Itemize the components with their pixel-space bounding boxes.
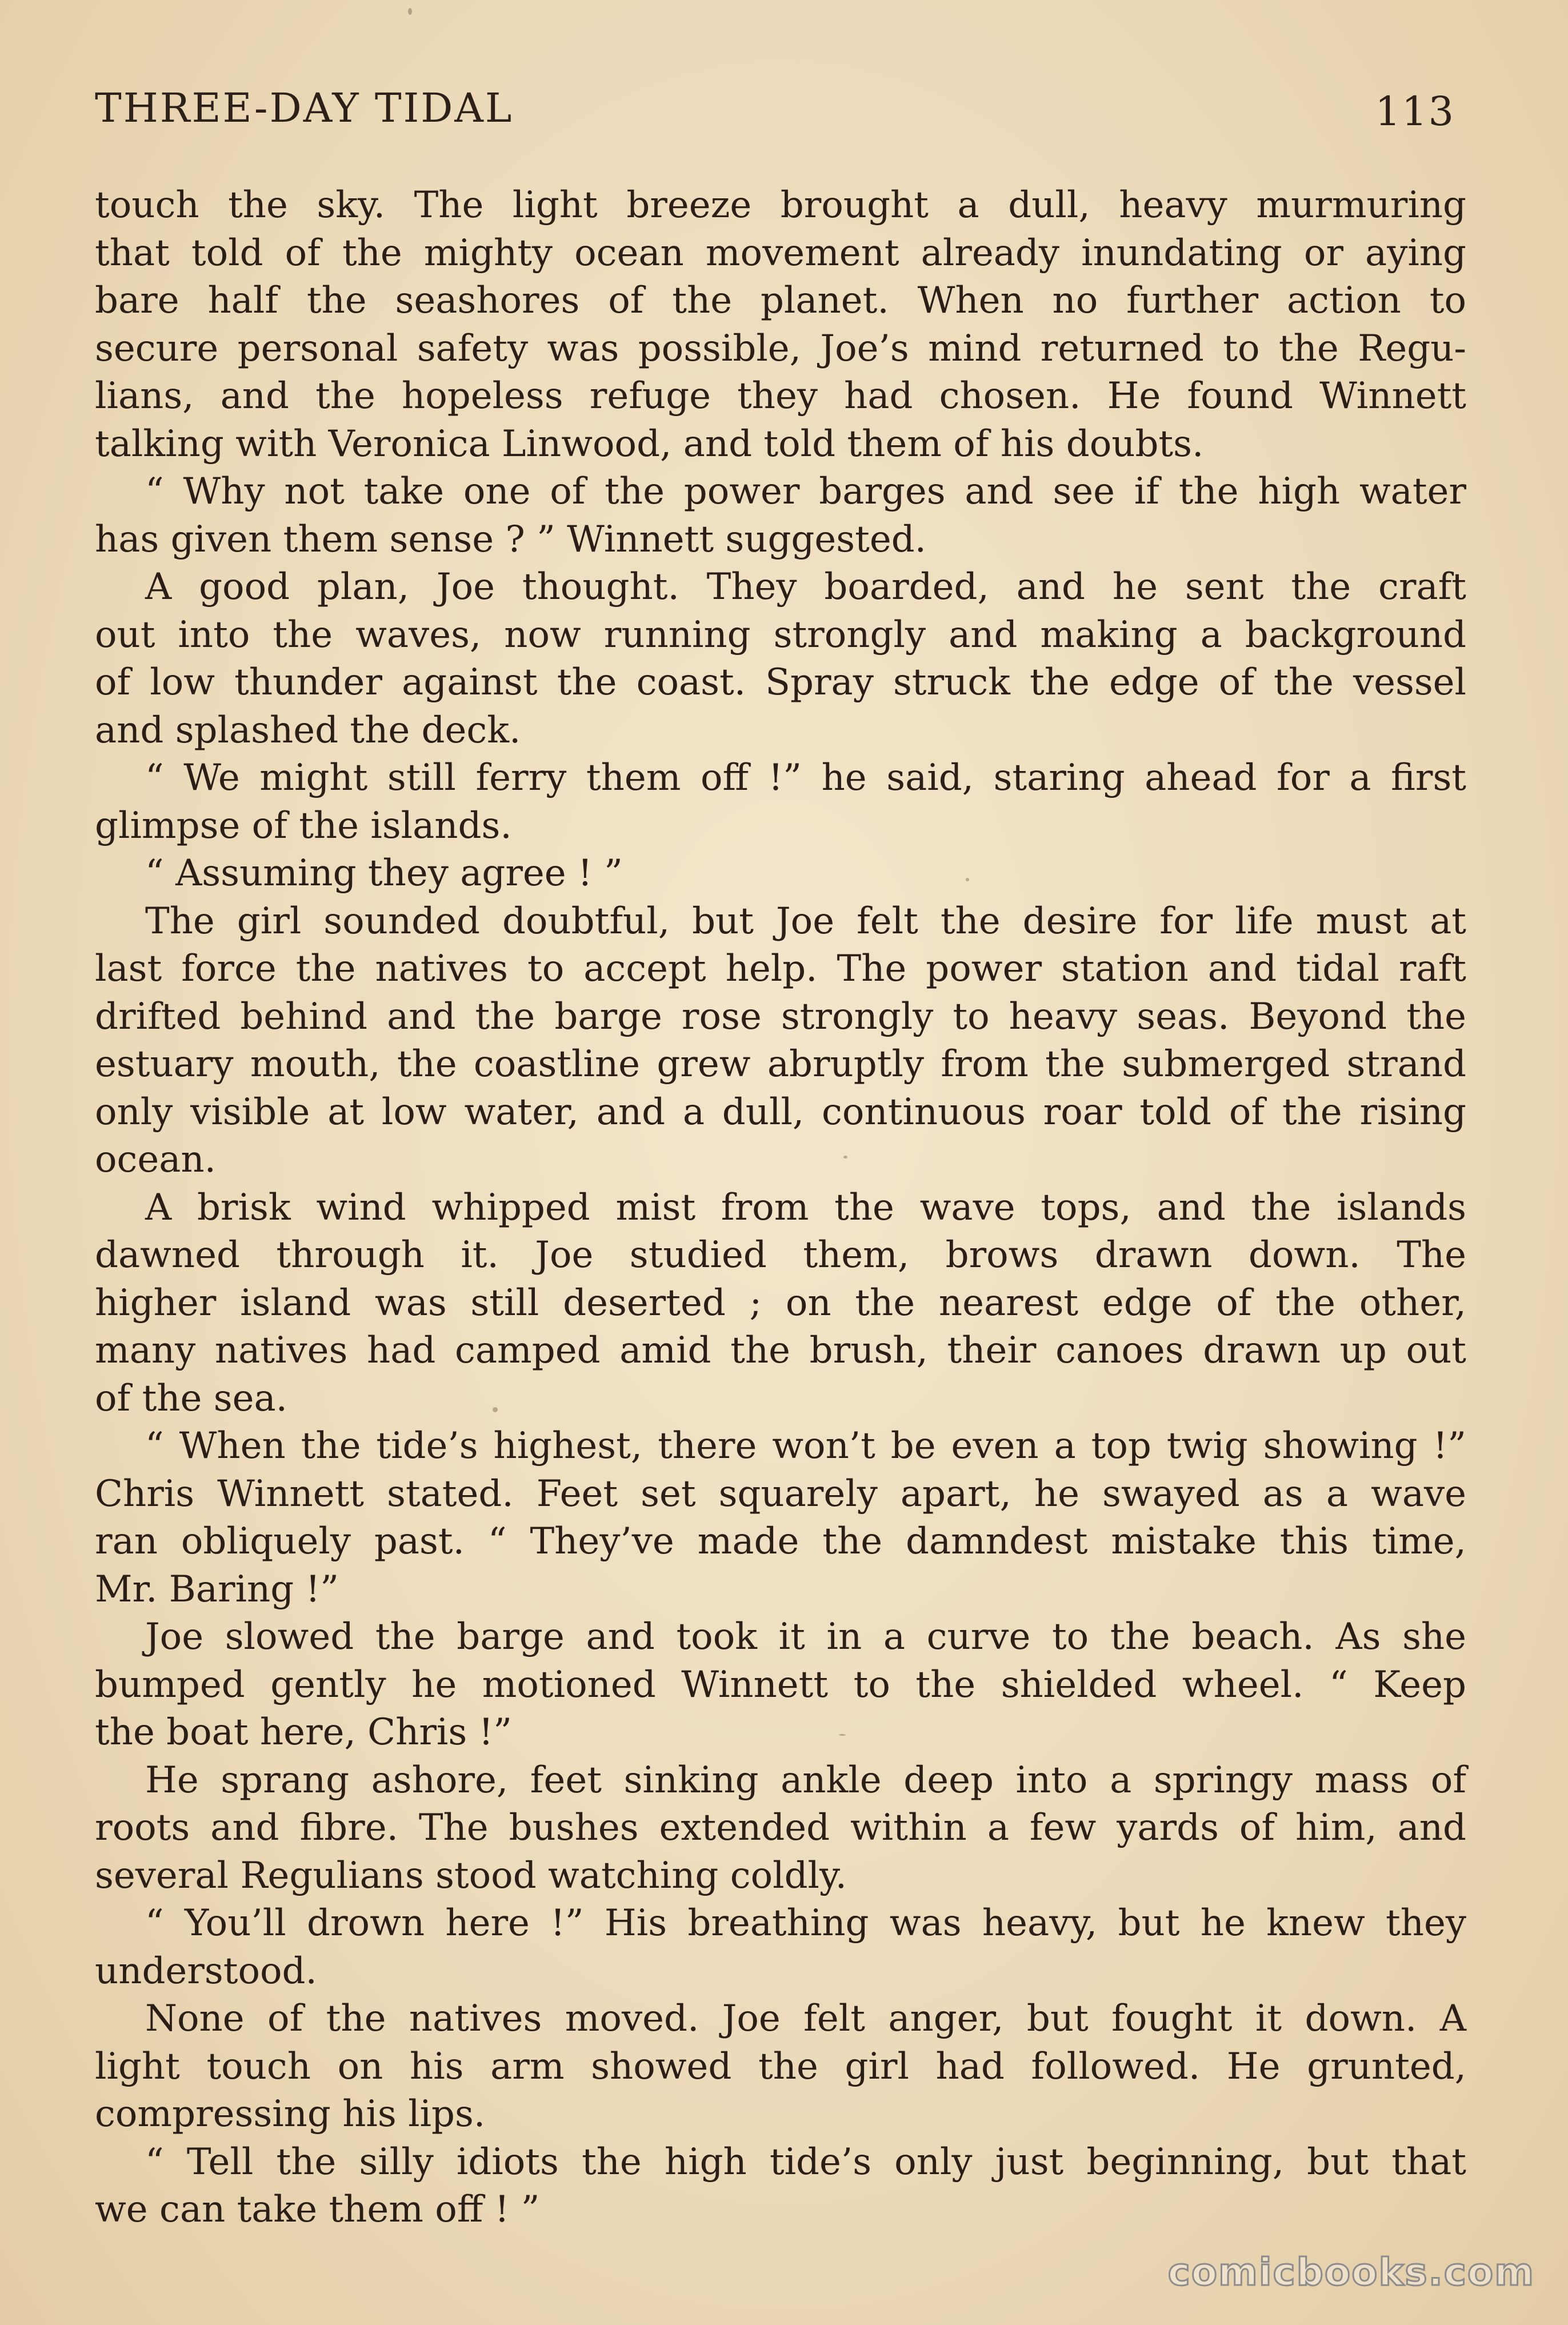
- text-line: has given them sense ? ” Winnett suggested.: [95, 518, 926, 561]
- text-line: drifted behind and the barge rose strongly to heavy seas. Beyond the: [95, 995, 1466, 1038]
- text-line: A brisk wind whipped mist from the wave tops, and the islands: [145, 1186, 1466, 1229]
- paper-speck: [839, 1734, 846, 1736]
- text-line: we can take them off ! ”: [95, 2188, 540, 2231]
- text-line: “ Tell the silly idiots the high tide’s only just beginning, but that: [145, 2140, 1466, 2183]
- text-line: The girl sounded doubtful, but Joe felt the desire for life must at: [145, 900, 1466, 942]
- text-line: compressing his lips.: [95, 2093, 486, 2135]
- text-line: “ Assuming they agree ! ”: [145, 852, 623, 894]
- text-line: only visible at low water, and a dull, continuous roar told of the rising: [95, 1090, 1466, 1133]
- text-line: and splashed the deck.: [95, 709, 521, 752]
- text-line: light touch on his arm showed the girl had followed. He grunted,: [95, 2045, 1466, 2088]
- page-number: 113: [1375, 88, 1455, 135]
- paper-speck: [408, 8, 412, 15]
- watermark-logo: comicbooks.com: [1167, 2250, 1535, 2294]
- text-line: lians, and the hopeless refuge they had chosen. He found Winnett: [95, 375, 1466, 417]
- text-line: “ You’ll drown here !” His breathing was heavy, but he knew they: [145, 1902, 1466, 1944]
- text-line: of low thunder against the coast. Spray struck the edge of the vessel: [95, 661, 1466, 704]
- running-head: [95, 85, 1455, 147]
- text-line: several Regulians stood watching coldly.: [95, 1854, 847, 1897]
- text-line: A good plan, Joe thought. They boarded, and he sent the craft: [145, 566, 1466, 608]
- paper-speck: [843, 1156, 847, 1158]
- paper-speck: [493, 1407, 498, 1412]
- text-line: out into the waves, now running strongly and making a background: [95, 613, 1466, 656]
- text-line: “ When the tide’s highest, there won’t be even a top twig showing !”: [145, 1425, 1466, 1467]
- text-line: bare half the seashores of the planet. When no further action to: [95, 279, 1466, 322]
- text-line: higher island was still deserted ; on the nearest edge of the other,: [95, 1281, 1466, 1324]
- text-line: ran obliquely past. “ They’ve made the damndest mistake this time,: [95, 1520, 1466, 1563]
- text-line: “ We might still ferry them off !” he said, staring ahead for a first: [145, 757, 1466, 799]
- text-line: “ Why not take one of the power barges and see if the high water: [145, 470, 1466, 513]
- text-line: many natives had camped amid the brush, their canoes drawn up out: [95, 1329, 1466, 1372]
- text-line: bumped gently he motioned Winnett to the shielded wheel. “ Keep: [95, 1663, 1466, 1706]
- text-line: Mr. Baring !”: [95, 1568, 339, 1611]
- text-line: None of the natives moved. Joe felt anger, but fought it down. A: [145, 1998, 1466, 2040]
- text-line: secure personal safety was possible, Joe’s mind returned to the Regu-: [95, 327, 1466, 370]
- text-line: He sprang ashore, feet sinking ankle deep into a springy mass of: [145, 1759, 1466, 1801]
- text-line: of the sea.: [95, 1377, 287, 1420]
- text-line: dawned through it. Joe studied them, brows drawn down. The: [95, 1234, 1466, 1276]
- text-line: Chris Winnett stated. Feet set squarely apart, he swayed as a wave: [95, 1472, 1466, 1515]
- text-line: talking with Veronica Linwood, and told them of his doubts.: [95, 422, 1204, 465]
- text-line: understood.: [95, 1950, 317, 1992]
- text-line: roots and fibre. The bushes extended within a few yards of him, and: [95, 1807, 1466, 1849]
- text-line: last force the natives to accept help. The power station and tidal raft: [95, 948, 1466, 990]
- text-line: ocean.: [95, 1138, 216, 1181]
- text-line: estuary mouth, the coastline grew abruptly from the submerged strand: [95, 1043, 1466, 1085]
- running-title: THREE-DAY TIDAL: [95, 85, 514, 131]
- text-line: that told of the mighty ocean movement already inundating or aying: [95, 231, 1466, 274]
- paper-speck: [966, 878, 969, 881]
- text-line: Joe slowed the barge and took it in a curve to the beach. As she: [145, 1616, 1466, 1658]
- body-text: [95, 182, 1466, 2234]
- text-line: glimpse of the islands.: [95, 804, 512, 847]
- text-line: the boat here, Chris !”: [95, 1711, 512, 1753]
- text-line: touch the sky. The light breeze brought a dull, heavy murmuring: [95, 184, 1466, 226]
